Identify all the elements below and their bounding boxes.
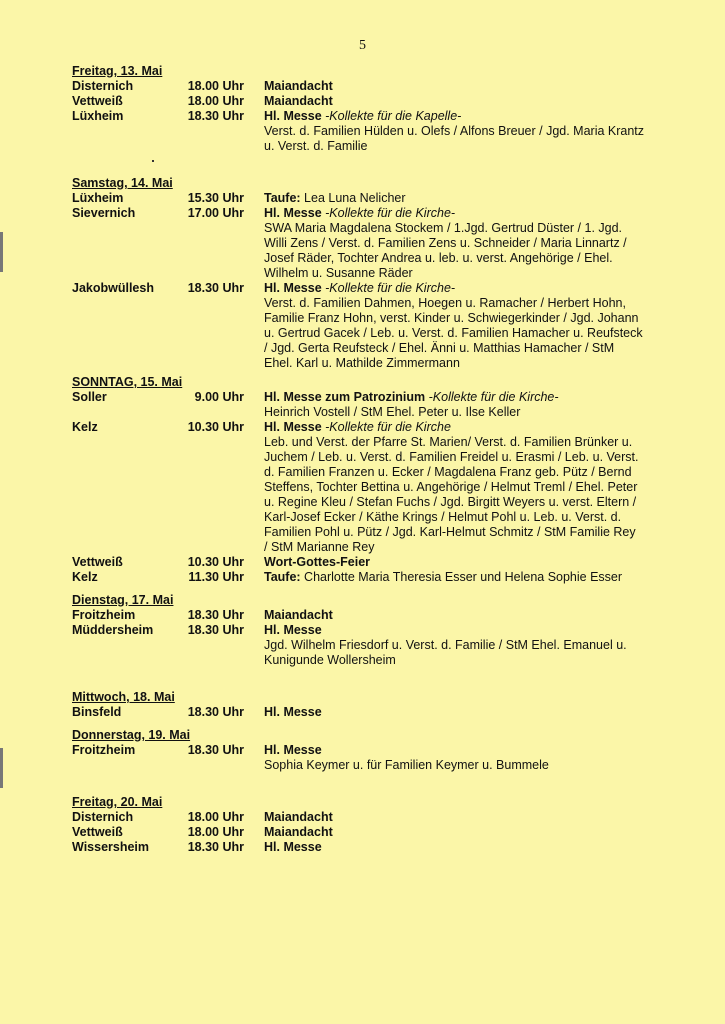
intention-line: Verst. d. Familien Dahmen, Hoegen u. Ramacher / Herbert Hohn, bbox=[264, 296, 626, 310]
service-type: Hl. Messe bbox=[264, 281, 322, 295]
service-time: 17.00 Uhr bbox=[187, 206, 244, 220]
service-type: Maiandacht bbox=[264, 810, 333, 824]
day-section bbox=[72, 728, 682, 773]
service-description bbox=[264, 743, 682, 773]
day-section bbox=[72, 795, 682, 855]
service-entry bbox=[72, 840, 682, 855]
collection-note: -Kollekte für die Kirche- bbox=[321, 206, 456, 220]
intention-line: Ehel. Karl u. Mathilde Zimmermann bbox=[264, 356, 460, 370]
intention-line: Familie Franz Hohn, verst. Kinder u. Schwiegerkinder / Jgd. Johann bbox=[264, 311, 639, 325]
service-time: 18.00 Uhr bbox=[187, 825, 244, 839]
place-name: Vettweiß bbox=[72, 555, 123, 569]
service-type: Taufe: bbox=[264, 570, 301, 584]
service-type: Hl. Messe bbox=[264, 206, 322, 220]
service-description bbox=[264, 555, 682, 570]
collection-note: -Kollekte für die Kirche- bbox=[425, 390, 559, 404]
page-number: 5 bbox=[359, 38, 366, 53]
place-name: Binsfeld bbox=[72, 705, 122, 719]
intention-line: Heinrich Vostell / StM Ehel. Peter u. Ilse Keller bbox=[264, 405, 521, 419]
service-time: 18.30 Uhr bbox=[187, 109, 244, 123]
service-type: Hl. Messe bbox=[264, 420, 322, 434]
intention-line: Josef Räder, Tochter Andrea u. leb. u. verst. Angehörige / Ehel. bbox=[264, 251, 613, 265]
day-section bbox=[72, 176, 682, 371]
service-type: Wort-Gottes-Feier bbox=[264, 555, 371, 569]
service-entry bbox=[72, 623, 682, 668]
service-entry bbox=[72, 79, 682, 94]
day-section bbox=[72, 375, 682, 585]
intention-line: d. Familien Franzen u. Ecker / Magdalena Franz geb. Pütz / Bernd bbox=[264, 465, 632, 479]
intention-line: Steffens, Tochter Bettina u. Angehörige / Helmut Treml / Ehel. Peter bbox=[264, 480, 638, 494]
service-time: 18.30 Uhr bbox=[187, 705, 244, 719]
intention-line: Kunigunde Wollersheim bbox=[264, 653, 396, 667]
baptism-names: Charlotte Maria Theresia Esser und Helena Sophie Esser bbox=[300, 570, 623, 584]
place-name: Disternich bbox=[72, 810, 134, 824]
day-section bbox=[72, 690, 682, 720]
service-time: 18.00 Uhr bbox=[187, 810, 244, 824]
service-entry bbox=[72, 555, 682, 570]
place-name: Sievernich bbox=[72, 206, 136, 220]
service-entry bbox=[72, 743, 682, 773]
intention-line: Leb. und Verst. der Pfarre St. Marien/ Verst. d. Familien Brünker u. bbox=[264, 435, 633, 449]
collection-note: -Kollekte für die Kirche bbox=[321, 420, 451, 434]
service-description bbox=[264, 109, 682, 154]
service-time: 18.30 Uhr bbox=[187, 840, 244, 854]
service-entry bbox=[72, 705, 682, 720]
service-description bbox=[264, 810, 682, 825]
intention-line: / StM Marianne Rey bbox=[264, 540, 375, 554]
service-type: Maiandacht bbox=[264, 94, 333, 108]
day-section bbox=[72, 64, 682, 154]
intention-line: Karl-Josef Ecker / Käthe Krings / Helmut Pohl u. Leb. u. Verst. d. bbox=[264, 510, 622, 524]
day-title: Mittwoch, 18. Mai bbox=[72, 690, 175, 704]
service-type: Maiandacht bbox=[264, 825, 333, 839]
service-description bbox=[264, 840, 682, 855]
schedule-list bbox=[72, 64, 682, 855]
service-time: 11.30 Uhr bbox=[188, 570, 244, 584]
day-title: SONNTAG, 15. Mai bbox=[72, 375, 183, 389]
intention-line: Wilhelm u. Susanne Räder bbox=[264, 266, 413, 280]
baptism-names: Lea Luna Nelicher bbox=[300, 191, 406, 205]
service-entry bbox=[72, 94, 682, 109]
place-name: Lüxheim bbox=[72, 109, 124, 123]
collection-note: -Kollekte für die Kapelle- bbox=[321, 109, 462, 123]
intention-line: Jgd. Wilhelm Friesdorf u. Verst. d. Familie / StM Ehel. Emanuel u. bbox=[264, 638, 627, 652]
service-entry bbox=[72, 420, 682, 555]
service-description bbox=[264, 825, 682, 840]
service-entry bbox=[72, 191, 682, 206]
day-title: Samstag, 14. Mai bbox=[72, 176, 173, 190]
day-title: Donnerstag, 19. Mai bbox=[72, 728, 191, 742]
place-name: Vettweiß bbox=[72, 825, 123, 839]
service-description bbox=[264, 94, 682, 109]
intention-line: Verst. d. Familien Hülden u. Olefs / Alfons Breuer / Jgd. Maria Krantz bbox=[264, 124, 645, 138]
service-time: 18.30 Uhr bbox=[187, 281, 244, 295]
service-entry bbox=[72, 570, 682, 585]
intention-line: Juchem / Leb. u. Verst. d. Familien Freidel u. Erasmi / Leb. u. Verst. bbox=[264, 450, 639, 464]
place-name: Vettweiß bbox=[72, 94, 123, 108]
service-entry bbox=[72, 608, 682, 623]
intention-line: Willi Zens / Verst. d. Familien Zens u. Schneider / Maria Linnartz / bbox=[264, 236, 627, 250]
place-name: Froitzheim bbox=[72, 743, 136, 757]
intention-line: u. Gertrud Gacek / Leb. u. Verst. d. Familien Hamacher u. Reufsteck bbox=[264, 326, 643, 340]
service-type: Hl. Messe bbox=[264, 623, 322, 637]
service-type: Maiandacht bbox=[264, 608, 333, 622]
service-description bbox=[264, 608, 682, 623]
service-entry bbox=[72, 390, 682, 420]
service-description bbox=[264, 206, 682, 281]
service-description bbox=[264, 191, 682, 206]
service-description bbox=[264, 570, 682, 585]
intention-line: SWA Maria Magdalena Stockem / 1.Jgd. Gertrud Düster / 1. Jgd. bbox=[264, 221, 623, 235]
place-name: Froitzheim bbox=[72, 608, 136, 622]
service-time: 9.00 Uhr bbox=[194, 390, 244, 404]
place-name: Jakobwüllesh bbox=[72, 281, 154, 295]
service-type: Hl. Messe bbox=[264, 840, 322, 854]
service-description bbox=[264, 79, 682, 94]
service-time: 18.30 Uhr bbox=[187, 623, 244, 637]
service-description bbox=[264, 390, 682, 420]
service-type: Hl. Messe zum Patrozinium bbox=[264, 390, 426, 404]
place-name: Soller bbox=[72, 390, 107, 404]
service-time: 18.00 Uhr bbox=[187, 94, 244, 108]
service-entry bbox=[72, 825, 682, 840]
service-type: Hl. Messe bbox=[264, 109, 322, 123]
scan-edge-mark bbox=[0, 748, 3, 788]
place-name: Lüxheim bbox=[72, 191, 124, 205]
service-time: 10.30 Uhr bbox=[187, 420, 244, 434]
intention-line: u. Verst. d. Familie bbox=[264, 139, 368, 153]
service-entry bbox=[72, 810, 682, 825]
day-title: Freitag, 13. Mai bbox=[72, 64, 163, 78]
place-name: Kelz bbox=[72, 420, 98, 434]
intention-line: / Jgd. Gerta Reufsteck / Ehel. Änni u. Matthias Hamacher / StM bbox=[264, 341, 615, 355]
service-description bbox=[264, 705, 682, 720]
service-time: 18.30 Uhr bbox=[187, 743, 244, 757]
place-name: Kelz bbox=[72, 570, 98, 584]
intention-line: Familien Pohl u. Pütz / Jgd. Karl-Helmut Schmitz / StM Familie Rey bbox=[264, 525, 636, 539]
day-section bbox=[72, 593, 682, 668]
day-title: Dienstag, 17. Mai bbox=[72, 593, 174, 607]
service-entry bbox=[72, 206, 682, 281]
intention-line: u. Regine Kleu / Stefan Fuchs / Jgd. Birgitt Weyers u. verst. Eltern / bbox=[264, 495, 637, 509]
service-time: 18.30 Uhr bbox=[187, 608, 244, 622]
place-name: Wissersheim bbox=[72, 840, 150, 854]
service-entry bbox=[72, 281, 682, 371]
day-title: Freitag, 20. Mai bbox=[72, 795, 163, 809]
service-description bbox=[264, 420, 682, 555]
service-type: Hl. Messe bbox=[264, 705, 322, 719]
intention-line: Sophia Keymer u. für Familien Keymer u. Bummele bbox=[264, 758, 549, 772]
service-time: 10.30 Uhr bbox=[187, 555, 244, 569]
service-description bbox=[264, 623, 682, 668]
place-name: Disternich bbox=[72, 79, 134, 93]
service-time: 15.30 Uhr bbox=[187, 191, 244, 205]
service-type: Hl. Messe bbox=[264, 743, 322, 757]
service-type: Maiandacht bbox=[264, 79, 333, 93]
service-entry bbox=[72, 109, 682, 154]
place-name: Müddersheim bbox=[72, 623, 154, 637]
service-description bbox=[264, 281, 682, 371]
collection-note: -Kollekte für die Kirche- bbox=[321, 281, 456, 295]
scan-edge-mark bbox=[0, 232, 3, 272]
service-time: 18.00 Uhr bbox=[187, 79, 244, 93]
service-type: Taufe: bbox=[264, 191, 301, 205]
